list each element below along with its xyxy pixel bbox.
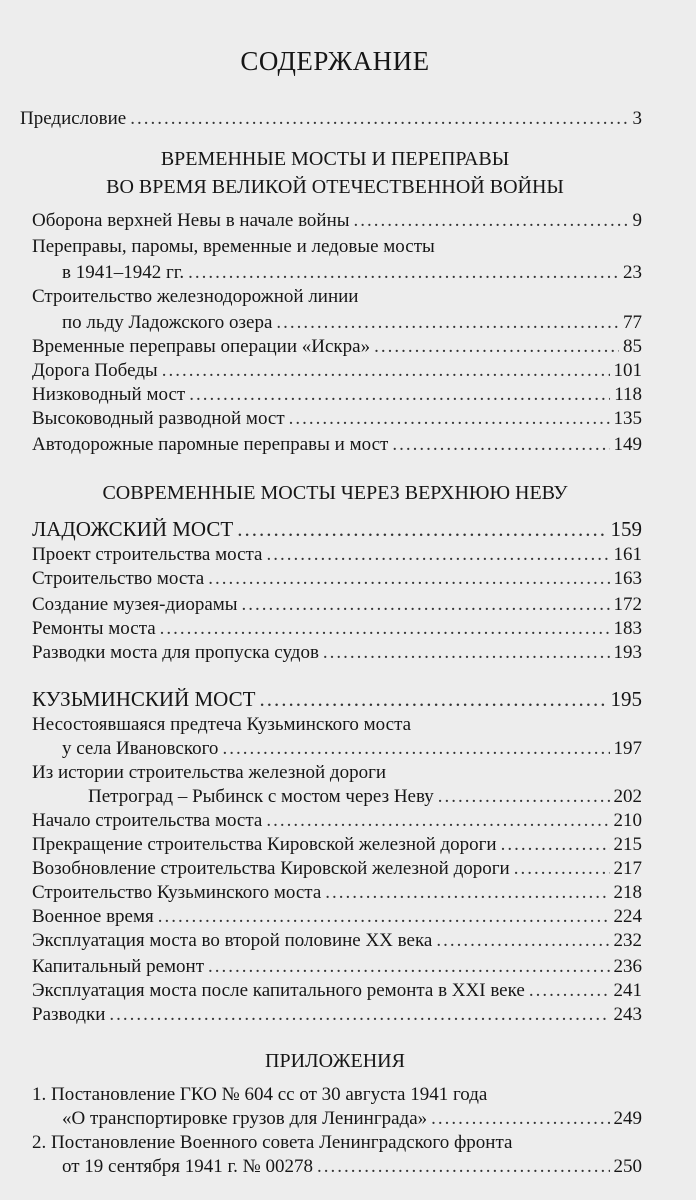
leader-dots xyxy=(501,832,610,858)
toc-entry-label[interactable]: Несостоявшаяся предтеча Кузьминского моста xyxy=(32,714,412,735)
toc-entry[interactable] xyxy=(32,928,642,954)
leader-dots xyxy=(317,1154,609,1180)
toc-page-number: 224 xyxy=(613,906,642,927)
leader-dots xyxy=(237,516,606,542)
toc-entry[interactable] xyxy=(32,208,642,234)
toc-page-number: 210 xyxy=(613,810,642,831)
toc-page-number: 9 xyxy=(632,210,642,231)
leader-dots xyxy=(162,358,610,384)
toc-entry-label: Прекращение строительства Кировской железной дороги xyxy=(32,834,497,855)
leader-dots xyxy=(354,208,629,234)
toc-page-number: 232 xyxy=(613,930,642,951)
toc-entry[interactable] xyxy=(62,1106,642,1132)
toc-entry[interactable] xyxy=(32,808,642,834)
leader-dots xyxy=(158,904,610,930)
toc-page-number: 118 xyxy=(614,384,642,405)
leader-dots xyxy=(266,808,609,834)
toc-entry-label: Дорога Победы xyxy=(32,360,158,381)
leader-dots xyxy=(266,542,609,568)
toc-entry-label: Предисловие xyxy=(20,108,127,129)
toc-page-number: 159 xyxy=(610,517,642,541)
toc-entry-label: Низководный мост xyxy=(32,384,186,405)
toc-entry[interactable] xyxy=(32,382,642,408)
toc-page-number: 241 xyxy=(613,980,642,1001)
toc-page-number: 77 xyxy=(623,312,642,333)
toc-entry-label[interactable]: 2. Постановление Военного совета Ленинградского фронта xyxy=(32,1132,513,1153)
toc-page-number: 183 xyxy=(613,618,642,639)
toc-entry[interactable] xyxy=(32,406,642,432)
toc-entry-label: КУЗЬМИНСКИЙ МОСТ xyxy=(32,687,256,711)
toc-page-number: 195 xyxy=(610,687,642,711)
toc-entry-label[interactable]: Из истории строительства железной дороги xyxy=(32,762,387,783)
page-title: СОДЕРЖАНИЕ xyxy=(240,46,430,76)
toc-page-number: 202 xyxy=(613,786,642,807)
toc-entry-label[interactable]: Строительство железнодорожной линии xyxy=(32,286,359,307)
toc-entry-label: Эксплуатация моста после капитального ремонта в XXI веке xyxy=(32,980,525,1001)
toc-entry-label: Строительство моста xyxy=(32,568,205,589)
leader-dots xyxy=(208,566,609,592)
toc-entry[interactable] xyxy=(32,542,642,568)
toc-entry[interactable] xyxy=(32,880,642,906)
toc-page-number: 249 xyxy=(613,1108,642,1129)
toc-page-number: 163 xyxy=(613,568,642,589)
toc-page-number: 23 xyxy=(623,262,642,283)
toc-page-number: 236 xyxy=(613,956,642,977)
leader-dots xyxy=(374,334,619,360)
toc-entry[interactable] xyxy=(32,566,642,592)
toc-entry-label: ЛАДОЖСКИЙ МОСТ xyxy=(32,517,234,541)
toc-page-number: 218 xyxy=(613,882,642,903)
toc-page-number: 161 xyxy=(613,544,642,565)
leader-dots xyxy=(514,856,610,882)
toc-entry-ladoga-bridge[interactable] xyxy=(32,516,642,542)
toc-entry-label: Высоководный разводной мост xyxy=(32,408,285,429)
toc-entry-label-continued: от 19 сентября 1941 г. № 00278 xyxy=(62,1156,314,1177)
section-heading-temporary-bridges: ВРЕМЕННЫЕ МОСТЫ И ПЕРЕПРАВЫ xyxy=(160,148,510,170)
leader-dots xyxy=(188,260,619,286)
toc-page-number: 217 xyxy=(613,858,642,879)
toc-entry-preface[interactable] xyxy=(20,106,642,132)
toc-entry[interactable] xyxy=(32,616,642,642)
toc-entry[interactable] xyxy=(32,832,642,858)
leader-dots xyxy=(208,954,609,980)
toc-entry-label: Капитальный ремонт xyxy=(32,956,205,977)
leader-dots xyxy=(431,1106,609,1132)
toc-entry-label: Создание музея-диорамы xyxy=(32,594,238,615)
leader-dots xyxy=(160,616,610,642)
toc-entry-kuzmin-bridge[interactable] xyxy=(32,686,642,712)
leader-dots xyxy=(276,310,619,336)
toc-entry[interactable] xyxy=(62,260,642,286)
toc-page-number: 215 xyxy=(613,834,642,855)
toc-entry-label: Строительство Кузьминского моста xyxy=(32,882,322,903)
toc-entry-label-continued: «О транспортировке грузов для Ленинграда» xyxy=(62,1108,428,1129)
leader-dots xyxy=(109,1002,609,1028)
leader-dots xyxy=(438,784,610,810)
leader-dots xyxy=(222,736,609,762)
toc-entry-label: Разводки моста для пропуска судов xyxy=(32,642,319,663)
leader-dots xyxy=(436,928,609,954)
toc-entry-label-continued: у села Ивановского xyxy=(62,738,219,759)
toc-page-number: 193 xyxy=(613,642,642,663)
toc-entry[interactable] xyxy=(32,592,642,618)
leader-dots xyxy=(242,592,610,618)
toc-entry-label-continued: по льду Ладожского озера xyxy=(62,312,273,333)
toc-entry[interactable] xyxy=(32,432,642,458)
toc-entry-label: Военное время xyxy=(32,906,154,927)
toc-page-number: 135 xyxy=(613,408,642,429)
toc-entry-label: Автодорожные паромные переправы и мост xyxy=(32,434,389,455)
toc-entry-label: Начало строительства моста xyxy=(32,810,263,831)
leader-dots xyxy=(289,406,610,432)
leader-dots xyxy=(259,686,606,712)
toc-entry[interactable] xyxy=(32,640,642,666)
section-heading-modern-bridges: СОВРЕМЕННЫЕ МОСТЫ ЧЕРЕЗ ВЕРХНЮЮ НЕВУ xyxy=(102,482,568,504)
toc-page-number: 149 xyxy=(613,434,642,455)
toc-page-number: 85 xyxy=(623,336,642,357)
toc-page-number: 172 xyxy=(613,594,642,615)
leader-dots xyxy=(325,880,609,906)
toc-entry-label: Ремонты моста xyxy=(32,618,156,639)
leader-dots xyxy=(189,382,610,408)
toc-entry[interactable] xyxy=(88,784,642,810)
toc-entry-label[interactable]: 1. Постановление ГКО № 604 сс от 30 августа 1941 года xyxy=(32,1084,488,1105)
toc-entry[interactable] xyxy=(32,954,642,980)
toc-entry[interactable] xyxy=(32,904,642,930)
toc-entry-label: Эксплуатация моста во второй половине XX века xyxy=(32,930,433,951)
toc-entry[interactable] xyxy=(32,1002,642,1028)
toc-entry-label: Проект строительства моста xyxy=(32,544,263,565)
toc-entry-label: Разводки xyxy=(32,1004,106,1025)
leader-dots xyxy=(392,432,609,458)
toc-entry[interactable] xyxy=(32,334,642,360)
section-heading-temporary-bridges-line2: ВО ВРЕМЯ ВЕЛИКОЙ ОТЕЧЕСТВЕННОЙ ВОЙНЫ xyxy=(106,176,564,198)
toc-page-number: 243 xyxy=(613,1004,642,1025)
toc-entry[interactable] xyxy=(32,856,642,882)
toc-entry[interactable] xyxy=(62,1154,642,1180)
toc-entry-label[interactable]: Переправы, паромы, временные и ледовые мосты xyxy=(32,236,435,257)
toc-page-number: 101 xyxy=(613,360,642,381)
toc-page-number: 197 xyxy=(613,738,642,759)
toc-page-number: 250 xyxy=(613,1156,642,1177)
toc-entry-label-continued: в 1941–1942 гг. xyxy=(62,262,185,283)
toc-entry[interactable] xyxy=(62,736,642,762)
toc-entry[interactable] xyxy=(32,358,642,384)
leader-dots xyxy=(323,640,610,666)
toc-entry[interactable] xyxy=(62,310,642,336)
toc-entry-label: Временные переправы операции «Искра» xyxy=(32,336,371,357)
section-heading-appendices: ПРИЛОЖЕНИЯ xyxy=(265,1050,405,1072)
toc-entry-label: Возобновление строительства Кировской железной дороги xyxy=(32,858,510,879)
toc-entry-label: Оборона верхней Невы в начале войны xyxy=(32,210,350,231)
leader-dots xyxy=(529,978,610,1004)
leader-dots xyxy=(130,106,628,132)
toc-page-number: 3 xyxy=(632,108,642,129)
toc-entry[interactable] xyxy=(32,978,642,1004)
toc-entry-label-continued: Петроград – Рыбинск с мостом через Неву xyxy=(88,786,434,807)
